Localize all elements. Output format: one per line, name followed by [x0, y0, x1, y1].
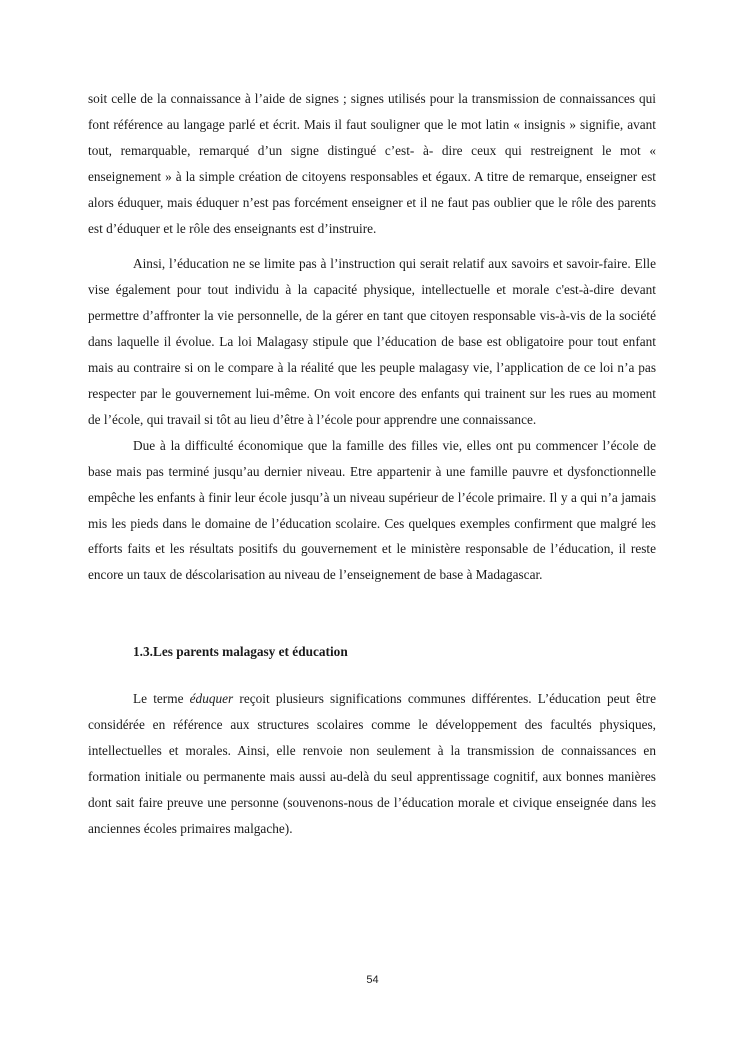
paragraph-term-eduquer	[88, 686, 656, 841]
section-heading: 1.3.Les parents malagasy et éducation	[133, 644, 348, 660]
paragraph-economic-difficulty: Due à la difficulté économique que la famille des filles vie, elles ont pu commencer l’école de base mais pas terminé jusqu’au dernier niveau. Etre appartenir à une famille pauvre et dysfonctionnelle empêche les enfants à finir leur école jusqu’à un niveau supérieur de l’école primaire. Il y a qui n’a jamais mis les pieds dans le domaine de l’éducation scolaire. Ces quelques exemples confirment que malgré les efforts faits et les résultats positifs du gouvernement et le ministère responsable de l’éducation, il reste encore un taux de déscolarisation au niveau de l’enseignement de base à Madagascar.	[88, 437, 656, 583]
paragraph-education-scope: Ainsi, l’éducation ne se limite pas à l’instruction qui serait relatif aux savoirs et savoir-faire. Elle vise également pour tout individu à la capacité physique, intellectuelle et morale c'est-à-dire devant permettre d’affronter la vie personnelle, de la gérer en tant que citoyen responsable vis-à-vis de la société dans laquelle il évolue. La loi Malagasy stipule que l’éducation de base est obligatoire pour tout enfant mais au contraire si on le compare à la réalité que les peuple malagasy vie, l’application de ce loi n’a pas respecter par le gouvernement lui-même. On voit encore des enfants qui trainent sur les rues au moment de l’école, qui travail si tôt au lieu d’être à l’école pour apprendre une connaissance.	[88, 256, 656, 427]
page-number: 54	[366, 974, 379, 986]
term-definition-text: reçoit plusieurs significations communes différentes. L’éducation peut être considérée en référence aux structures scolaires comme le développement des facultés physiques, intellectuelles et morales. Ainsi, elle renvoie non seulement à la transmission de connaissances en formation initiale ou permanente mais aussi au-delà du seul apprentissage cognitif, aux bonnes manières dont sait faire preuve une personne (souvenons-nous de l’éducation morale et civique enseignée dans les anciennes écoles primaires malgache).	[88, 691, 656, 836]
document-body	[88, 86, 656, 842]
paragraph-continuation: soit celle de la connaissance à l’aide de signes ; signes utilisés pour la transmission de connaissances qui font référence au langage parlé et écrit. Mais il faut souligner que le mot latin « insignis » signifie, avant tout, remarquable, remarqué d’un signe distingué c’est- à- dire ceux qui restreignent le mot « enseignement » à la simple création de citoyens responsables et égaux. A titre de remarque, enseigner est alors éduquer, mais éduquer n’est pas forcément enseigner et il ne faut pas oublier que le rôle des parents est d’éduquer et le rôle des enseignants est d’instruire.	[88, 91, 656, 236]
term-intro-text: Le terme	[133, 691, 190, 707]
term-eduquer: éduquer	[189, 691, 234, 707]
